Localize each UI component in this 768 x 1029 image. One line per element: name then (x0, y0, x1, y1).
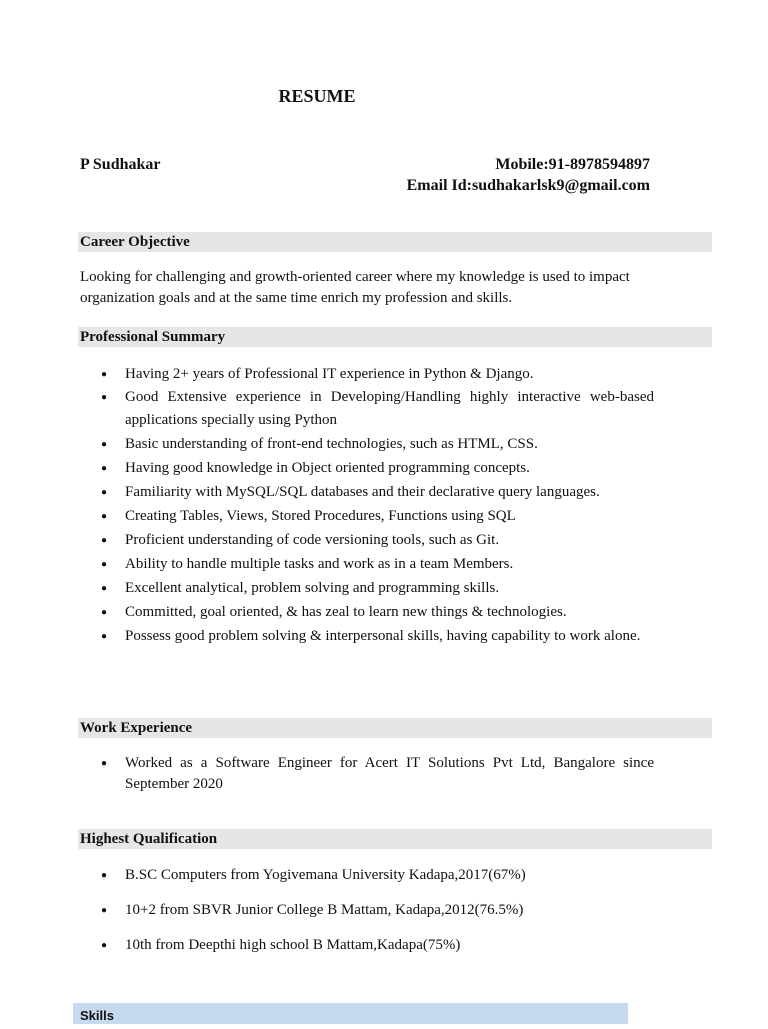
skills-heading: Skills (73, 1003, 628, 1024)
mobile-number: Mobile:91-8978594897 (495, 156, 650, 173)
professional-summary-heading: Professional Summary (78, 327, 712, 347)
candidate-name: P Sudhakar (80, 156, 161, 173)
list-item: ● Possess good problem solving & interpersonal skills, having capability to work alone. (80, 625, 654, 648)
email-address: Email Id:sudhakarlsk9@gmail.com (406, 177, 650, 194)
highest-qualification-heading: Highest Qualification (78, 829, 712, 849)
list-item: ● B.SC Computers from Yogivemana University Kadapa,2017(67%) (80, 864, 654, 887)
list-item: ● 10+2 from SBVR Junior College B Mattam, Kadapa,2012(76.5%) (80, 899, 654, 922)
work-experience-heading: Work Experience (78, 718, 712, 738)
list-item: ● Ability to handle multiple tasks and work as in a team Members. (80, 553, 654, 576)
professional-summary-list (80, 363, 654, 648)
work-experience-list (80, 753, 654, 795)
list-item: ● Excellent analytical, problem solving and programming skills. (80, 577, 654, 600)
list-item: ● Committed, goal oriented, & has zeal to learn new things & technologies. (80, 601, 654, 624)
list-item: ● Basic understanding of front-end technologies, such as HTML, CSS. (80, 433, 654, 456)
list-item: ● Worked as a Software Engineer for Acert IT Solutions Pvt Ltd, Bangalore since September 2020 (80, 753, 654, 795)
career-objective-heading: Career Objective (78, 232, 712, 252)
list-item: ● Creating Tables, Views, Stored Procedures, Functions using SQL (80, 505, 654, 528)
document-title: RESUME (278, 86, 356, 106)
list-item: ● Proficient understanding of code versioning tools, such as Git. (80, 529, 654, 552)
list-item: ● Familiarity with MySQL/SQL databases and their declarative query languages. (80, 481, 654, 504)
list-item: ● Having good knowledge in Object oriented programming concepts. (80, 457, 654, 480)
career-objective-text: Looking for challenging and growth-oriented career where my knowledge is used to impact organization goals and at the same time enrich my profession and skills. (80, 269, 630, 306)
list-item: ● Having 2+ years of Professional IT experience in Python & Django. (80, 363, 654, 386)
list-item: ● Good Extensive experience in Developing/Handling highly interactive web-based applications specially using Python (80, 386, 654, 432)
highest-qualification-list (80, 864, 654, 957)
list-item: ● 10th from Deepthi high school B Mattam,Kadapa(75%) (80, 934, 654, 957)
